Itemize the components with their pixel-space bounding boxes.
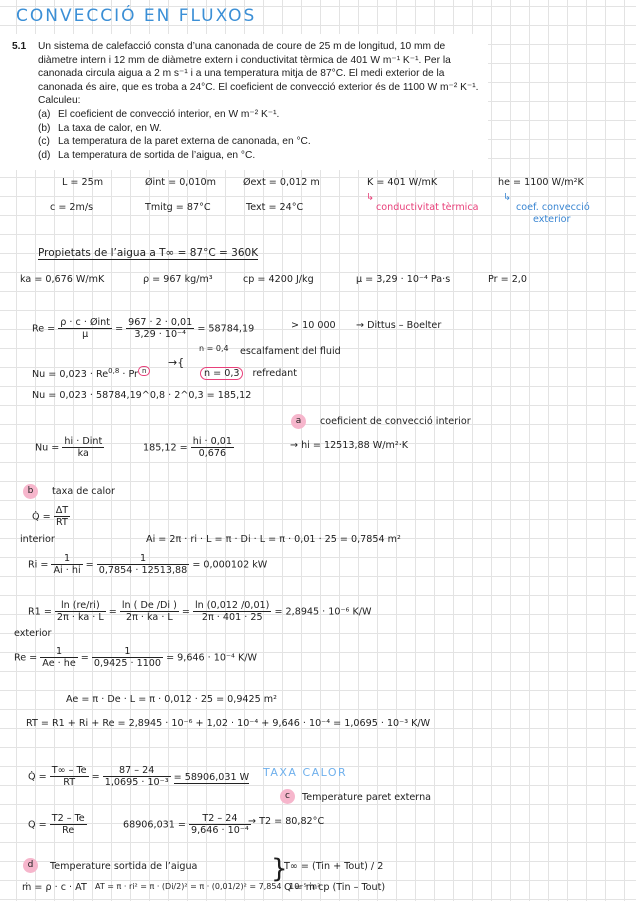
page-title: CONVECCIÓ EN FLUXOS: [16, 6, 257, 26]
prop-ka: ka = 0,676 W/mK: [20, 274, 105, 285]
given-dint: Øint = 0,010m: [145, 177, 217, 188]
given-k: K = 401 W/mK: [367, 177, 438, 188]
reynolds-equation: Re = $\frac{\text{ρ · c · Øint}}{\mu}$ = $\frac{967 \cdot 2 \cdot 0,01}{\text{3,29 · 10⁻⁴}}$ = 58784,19: [32, 317, 255, 340]
part-a-substitution: 185,12 = $\frac{hi \cdot 0,01}{0,676}$: [143, 436, 232, 459]
part-a-result: → hi = 12513,88 W/m²·K: [290, 440, 409, 451]
nusselt-general: Nu = 0,023 · Re$^{0,8}$ · Pr $^n$: [32, 367, 150, 380]
problem-item-b: (b) La taxa de calor, en W.: [38, 122, 162, 134]
arrow-down-icon: ↳: [503, 192, 512, 203]
part-d-badge: d: [23, 858, 38, 873]
interior-label: interior: [20, 534, 55, 545]
brace-icon: →{: [168, 356, 185, 369]
problem-item-d: (d) La temperatura de sortida de l’aigua, en °C.: [38, 149, 256, 161]
part-d-title: Temperature sortida de l’aigua: [50, 861, 198, 872]
part-c-substitution: 68906,031 = $\frac{T2 - 24}{\text{9,646 · 10⁻⁴}}$: [123, 813, 249, 836]
cross-section-area: AT = π · ri² = π · (Di/2)² = π · (0,01/2)² = 7,854 · 10⁻⁵ m²: [95, 882, 321, 891]
r1-equation: R1 = $\frac{\ln (re/ri)}{2\pi \cdot ka \cdot L}$ = $\frac{\ln ( De /Di )}{2\pi \cdot ka \cdot L}$ = $\frac{\ln (0,012 /0,01)}{2\pi \cdot 401 \cdot 25}$ = 2,8945 · 10⁻⁶ K/W: [28, 600, 372, 623]
prop-mu: μ = 3,29 · 10⁻⁴ Pa·s: [356, 274, 451, 285]
properties-heading: Propietats de l’aigua a T∞ = 87°C = 360K: [38, 247, 259, 259]
given-dext: Øext = 0,012 m: [243, 177, 320, 188]
prop-rho: ρ = 967 kg/m³: [143, 274, 213, 285]
n-heating: n = 0,4: [199, 344, 229, 353]
mean-temperature-eq: T∞ = (Tin + Tout) / 2: [284, 861, 384, 872]
exterior-label: exterior: [14, 628, 52, 639]
heat-rate-equation: Q̇ = $\frac{T\infty - Te}{RT}$ = $\frac{87 - 24}{\text{1,0695 · 10⁻³}}$ = 58906,031 W: [28, 765, 250, 788]
arrow-down-icon: ↳: [366, 192, 375, 203]
area-exterior: Ae = π · De · L = π · 0,012 · 25 = 0,9425 m²: [66, 694, 277, 705]
k-note: conductivitat tèrmica: [376, 202, 479, 213]
heat-rate-label: TAXA CALOR: [263, 766, 348, 779]
problem-item-c: (c) La temperatura de la paret externa de canonada, en °C.: [38, 136, 311, 148]
part-c-title: Temperature paret externa: [302, 792, 432, 803]
part-a-badge: a: [291, 414, 306, 429]
heating-note: escalfament del fluid: [240, 346, 341, 357]
problem-statement: [0, 34, 488, 170]
nusselt-value: Nu = 0,023 · 58784,19^0,8 · 2^0,3 = 185,12: [32, 390, 252, 401]
heat-balance-eq: Q = ṁ cp (Tin – Tout): [284, 882, 386, 893]
problem-number: 5.1: [12, 41, 27, 52]
prop-cp: cp = 4200 J/kg: [243, 274, 314, 285]
part-a-title: coeficient de convecció interior: [320, 416, 471, 427]
n-exponent-mark: n: [138, 366, 150, 376]
given-tmitg: Tmitg = 87°C: [145, 202, 211, 213]
he-note-2: exterior: [533, 214, 571, 225]
prop-pr: Pr = 2,0: [488, 274, 527, 285]
mass-flow-equation: ṁ = ρ · c · AT: [22, 882, 87, 893]
problem-text: Un sistema de calefacció consta d’una canonada de coure de 25 m de longitud, 10 mm de diàmetre intern i 12 mm de diàmetre extern i conductivitat tèrmica de 401 W m⁻¹ K⁻¹. Per la canonada circula aigua a 2 m s⁻¹ i a una temperatura mitja de 87°C. El medi exterior de la canonada és aire, que es troba a 24°C. El coeficient de convecció exterior és de 1100 W m⁻² K⁻¹. Calculeu:: [38, 41, 479, 107]
reynolds-compare: > 10 000: [291, 320, 336, 331]
part-c-result: → T2 = 80,82°C: [248, 816, 325, 827]
problem-items: [38, 108, 480, 162]
given-length: L = 25m: [62, 177, 104, 188]
given-text: Text = 24°C: [246, 202, 304, 213]
part-c-badge: c: [280, 789, 295, 804]
given-velocity: c = 2m/s: [50, 202, 94, 213]
part-b-title: taxa de calor: [52, 486, 115, 497]
part-b-badge: b: [23, 484, 38, 499]
ri-equation: Ri = $\frac{1}{Ai \cdot hi}$ = $\frac{1}{0,7854 \cdot 12513,88}$ = 0,000102 kW: [28, 553, 268, 576]
problem-item-a: (a) El coeficient de convecció interior, en W m⁻² K⁻¹.: [38, 108, 280, 120]
given-he: he = 1100 W/m²K: [498, 177, 584, 188]
re-equation: Re = $\frac{1}{Ae \cdot he}$ = $\frac{1}{0,9425 \cdot 1100}$ = 9,646 · 10⁻⁴ K/W: [14, 646, 257, 669]
brace-icon: }: [271, 854, 288, 884]
n-cooling: n = 0,3 refredant: [200, 368, 297, 379]
dittus-boelter-note: → Dittus – Boelter: [356, 320, 442, 331]
part-a-equation: Nu = $\frac{\text{hi · Dint}}{ka}$: [35, 436, 103, 459]
total-resistance: RT = R1 + Ri + Re = 2,8945 · 10⁻⁶ + 1,02 · 10⁻⁴ + 9,646 · 10⁻⁴ = 1,0695 · 10⁻³ K/W: [26, 718, 431, 729]
he-note-1: coef. convecció: [516, 202, 590, 213]
area-interior: Ai = 2π · ri · L = π · Di · L = π · 0,01 · 25 = 0,7854 m²: [146, 534, 401, 545]
heat-rate-general: Q̇ = $\frac{\Delta T}{RT}$: [32, 505, 69, 528]
part-c-equation: Q = $\frac{T2 - Te}{Re}$: [28, 813, 85, 836]
